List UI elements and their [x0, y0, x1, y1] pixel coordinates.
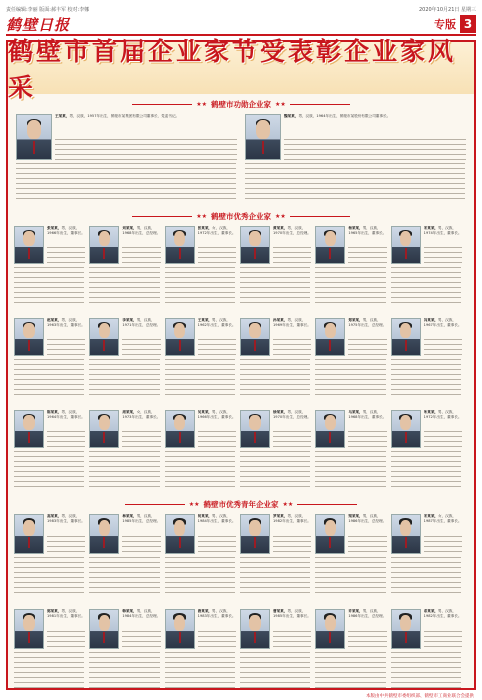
portrait-photo — [240, 226, 270, 264]
title-banner — [8, 37, 474, 102]
profile-body-text — [273, 339, 311, 356]
profile-name: 许某某， — [348, 609, 363, 613]
portrait-photo — [165, 514, 195, 554]
portrait-tie — [103, 432, 105, 443]
profile-intro: 女，汉族，1973年出生，董事长。 — [122, 410, 161, 420]
profile-body-text — [122, 536, 160, 554]
profile-bio — [198, 609, 236, 629]
profile-intro: 男，汉族，1972年出生，董事长。 — [423, 410, 462, 420]
profile-body-text — [198, 339, 236, 356]
profile-body-text — [14, 267, 84, 311]
profile-bio — [424, 410, 462, 429]
portrait-head — [400, 615, 411, 631]
profile-body-text — [273, 431, 311, 448]
profile-name: 韩某某， — [122, 609, 137, 613]
profile-bio — [348, 226, 386, 245]
profile-bio — [273, 410, 311, 429]
profile-name: 张某某， — [197, 226, 213, 230]
profile-name: 杨某某， — [348, 226, 363, 230]
profile-body-text — [273, 631, 311, 649]
profile-body-text — [348, 247, 386, 264]
star-icon: ★★ — [282, 500, 294, 508]
portrait-photo — [240, 410, 270, 448]
profile-body-text — [16, 163, 236, 203]
profile-body-text — [348, 431, 386, 448]
profile-body-text — [89, 359, 159, 403]
portrait-photo — [240, 609, 270, 649]
star-icon: ★★ — [275, 100, 286, 108]
portrait-tie — [179, 432, 181, 443]
profile-body-text — [348, 339, 386, 356]
portrait-tie — [179, 632, 181, 643]
portrait-photo — [14, 226, 44, 264]
portrait-head — [174, 615, 185, 631]
profile-body-text — [391, 359, 461, 403]
profile-intro: 男，汉族，1965年出生，董事长。 — [348, 226, 387, 236]
profile-bio — [47, 514, 85, 534]
profile-intro: 男，汉族，1968年出生，董事长。 — [348, 410, 387, 420]
portrait-tie — [405, 248, 407, 259]
profile-body-text — [424, 431, 462, 448]
portrait-head — [325, 520, 336, 536]
profile-body-text — [391, 451, 461, 495]
portrait-head — [400, 520, 411, 536]
portrait-tie — [179, 537, 181, 548]
profile-body-text — [89, 557, 159, 602]
profile-bio — [348, 609, 386, 629]
profile-name: 宋某某， — [423, 514, 439, 518]
portrait-head — [325, 615, 336, 631]
profile-bio — [424, 514, 462, 534]
portrait-head — [325, 231, 336, 246]
portrait-tie — [103, 340, 105, 351]
portrait-tie — [329, 632, 331, 643]
profile-body-text — [165, 557, 235, 602]
profile-body-text — [273, 247, 311, 264]
profile-body-text — [348, 631, 386, 649]
profile-body-text — [424, 631, 462, 649]
profile-intro: 男，汉族，1983年出生，董事长。 — [47, 514, 85, 524]
portrait-head — [99, 323, 110, 338]
portrait-photo — [391, 410, 421, 448]
profile-bio — [273, 226, 311, 245]
profile-bio — [273, 609, 311, 629]
profile-body-text — [424, 536, 462, 554]
profile-intro: 男，汉族，1983年出生，董事长。 — [197, 609, 236, 619]
portrait-tie — [329, 248, 331, 259]
section-heading-excellent — [8, 210, 474, 222]
portrait-photo — [165, 410, 195, 448]
portrait-photo — [315, 609, 345, 649]
profile-body-text — [55, 139, 237, 160]
profile-name: 梁某某， — [348, 514, 363, 518]
profile-intro: 男，汉族，1974年出生，董事长。 — [423, 226, 462, 236]
profile-body-text — [122, 431, 160, 448]
profile-bio — [198, 226, 236, 245]
section-title: 鹤壁市优秀企业家 — [211, 211, 271, 221]
profile-body-text — [245, 163, 465, 203]
profile-name: 孙某某， — [273, 318, 288, 322]
page-title: 鹤壁市首届企业家节受表彰企业家风采 — [8, 37, 457, 102]
portrait-head — [249, 231, 260, 246]
portrait-head — [99, 415, 110, 430]
profile-body-text — [47, 339, 85, 356]
portrait-head — [249, 323, 260, 338]
portrait-tie — [254, 340, 256, 351]
profile-bio — [47, 609, 85, 629]
profile-name: 郭某某， — [47, 609, 62, 613]
profile-body-text — [424, 247, 462, 264]
profile-body-text — [47, 536, 85, 554]
profile-name: 郑某某， — [348, 318, 363, 322]
profile-bio — [122, 410, 160, 429]
star-icon: ★★ — [196, 100, 207, 108]
portrait-photo — [165, 318, 195, 356]
portrait-tie — [262, 141, 265, 154]
profile-body-text — [348, 536, 386, 554]
portrait-head — [400, 231, 411, 246]
portrait-photo — [89, 318, 119, 356]
section-heading-merit — [8, 98, 474, 110]
profile-name: 罗某某， — [273, 514, 288, 518]
profile-body-text — [47, 431, 85, 448]
portrait-head — [23, 615, 34, 631]
profile-body-text — [122, 339, 160, 356]
portrait-photo — [391, 609, 421, 649]
portrait-photo — [16, 114, 52, 160]
portrait-tie — [254, 632, 256, 643]
profile-bio — [122, 318, 160, 337]
profile-body-text — [165, 359, 235, 403]
portrait-tie — [405, 632, 407, 643]
portrait-tie — [103, 632, 105, 643]
profile-bio — [424, 226, 462, 245]
profile-body-text — [122, 247, 160, 264]
profile-body-text — [122, 631, 160, 649]
profile-body-text — [47, 631, 85, 649]
profile-bio — [55, 114, 237, 137]
profile-name: 黄某某， — [273, 226, 288, 230]
profile-intro: 男，汉族，1981年出生，董事长。 — [47, 609, 85, 619]
portrait-head — [99, 231, 110, 246]
profile-name: 林某某， — [122, 514, 137, 518]
profile-body-text — [14, 451, 84, 495]
profile-intro: 男，汉族，1970年出生，总经理。 — [273, 226, 311, 236]
profile-intro: 男，汉族，1968年出生，总经理。 — [122, 226, 161, 236]
profile-name: 高某某， — [47, 514, 62, 518]
profile-body-text — [165, 652, 235, 697]
profile-name: 陈某某， — [47, 410, 62, 414]
portrait-tie — [405, 340, 407, 351]
star-icon: ★★ — [188, 500, 200, 508]
profile-name: 冯某某， — [423, 318, 439, 322]
profile-body-text — [165, 451, 235, 495]
divider — [297, 504, 357, 505]
portrait-tie — [28, 632, 30, 643]
profile-intro: 男，汉族，1962年出生，董事长。 — [197, 318, 236, 328]
portrait-tie — [254, 537, 256, 548]
profile-intro: 男，汉族，1984年出生，董事长。 — [197, 514, 236, 524]
portrait-head — [23, 415, 34, 430]
portrait-photo — [240, 514, 270, 554]
profile-intro: 女，汉族，1987年出生，董事长。 — [423, 514, 462, 524]
portrait-tie — [103, 537, 105, 548]
portrait-head — [400, 415, 411, 430]
portrait-tie — [28, 537, 30, 548]
section-title: 鹤壁市功勋企业家 — [211, 99, 271, 109]
profile-body-text — [14, 652, 84, 697]
portrait-photo — [315, 410, 345, 448]
profile-intro: 男，汉族，1986年出生，总经理。 — [348, 609, 387, 619]
portrait-photo — [240, 318, 270, 356]
profile-bio — [348, 318, 386, 337]
profile-intro: 男，汉族，1966年出生，董事长。 — [47, 226, 85, 236]
profile-intro: 男，汉族，1985年出生，总经理。 — [122, 514, 161, 524]
portrait-head — [249, 615, 260, 631]
portrait-photo — [391, 514, 421, 554]
divider — [290, 104, 350, 105]
portrait-head — [174, 415, 185, 430]
portrait-head — [174, 323, 185, 338]
profile-body-text — [391, 652, 461, 697]
section-label: 专版 — [434, 18, 456, 31]
profile-body-text — [424, 339, 462, 356]
issue-date: 2020年10月21日 星期三 — [418, 6, 476, 13]
profile-intro: 男，汉族，1971年出生，总经理。 — [122, 318, 161, 328]
portrait-tie — [28, 340, 30, 351]
profile-body-text — [391, 557, 461, 602]
profile-name: 邓某某， — [423, 609, 439, 613]
portrait-tie — [329, 340, 331, 351]
profile-name: 李某某， — [122, 318, 137, 322]
portrait-photo — [165, 226, 195, 264]
profile-name: 马某某， — [348, 410, 363, 414]
profile-body-text — [240, 557, 310, 602]
portrait-head — [23, 231, 34, 246]
profile-name: 徐某某， — [273, 410, 288, 414]
profile-body-text — [240, 267, 310, 311]
profile-name: 曹某某， — [273, 609, 288, 613]
profile-intro: 男，汉族，1982年出生，董事长。 — [273, 514, 311, 524]
profile-bio — [122, 514, 160, 534]
portrait-photo — [315, 318, 345, 356]
portrait-head — [400, 323, 411, 338]
portrait-photo — [89, 226, 119, 264]
divider — [132, 216, 192, 217]
page-header-info — [6, 4, 476, 14]
newspaper-logo: 鹤壁日报 — [6, 15, 71, 34]
profile-body-text — [391, 267, 461, 311]
editor-credits: 责任编辑:李丽 版面:郝丰军 校对:李娜 — [6, 6, 90, 13]
profile-body-text — [47, 247, 85, 264]
portrait-tie — [28, 248, 30, 259]
profile-body-text — [315, 557, 385, 602]
profile-intro: 男，汉族，1969年出生，董事长。 — [273, 318, 311, 328]
portrait-photo — [89, 514, 119, 554]
profile-body-text — [240, 652, 310, 697]
portrait-photo — [89, 609, 119, 649]
portrait-head — [23, 323, 34, 338]
portrait-tie — [103, 248, 105, 259]
profile-body-text — [89, 451, 159, 495]
divider — [125, 504, 185, 505]
profile-name: 吴某某， — [197, 410, 213, 414]
profile-intro: 男，汉族，1964年出生，鹤壁市某股份有限公司董事长。 — [298, 114, 391, 118]
profile-body-text — [315, 652, 385, 697]
profile-intro: 男，汉族，1957年出生，鹤壁市某集团有限公司董事长、党委书记。 — [69, 114, 180, 118]
portrait-tie — [405, 537, 407, 548]
profile-bio — [47, 410, 85, 429]
profile-name: 赵某某， — [47, 318, 62, 322]
profile-bio — [424, 609, 462, 629]
profile-body-text — [284, 139, 466, 160]
profile-intro: 女，汉族，1972年出生，董事长。 — [197, 226, 236, 236]
profile-bio — [424, 318, 462, 337]
footer-note: 本版由中共鹤壁市委组织部、鹤壁市工商业联合会提供 — [366, 694, 474, 699]
section-heading-youth — [8, 498, 474, 510]
profile-name: 王某某， — [55, 114, 70, 118]
profile-bio — [47, 318, 85, 337]
profile-bio — [284, 114, 466, 137]
portrait-head — [23, 520, 34, 536]
profile-intro: 男，汉族，1982年出生，董事长。 — [423, 609, 462, 619]
profile-intro: 男，汉族，1964年出生，董事长。 — [47, 410, 85, 420]
profile-body-text — [14, 557, 84, 602]
profile-body-text — [240, 359, 310, 403]
profile-body-text — [89, 652, 159, 697]
profile-intro: 男，汉族，1984年出生，总经理。 — [122, 609, 161, 619]
profile-bio — [198, 318, 236, 337]
portrait-photo — [315, 226, 345, 264]
profile-name: 魏某某， — [284, 114, 299, 118]
divider — [290, 216, 350, 217]
portrait-head — [249, 415, 260, 430]
profile-bio — [47, 226, 85, 245]
profile-name: 张某某， — [47, 226, 62, 230]
profile-name: 宋某某， — [423, 226, 439, 230]
portrait-tie — [329, 537, 331, 548]
profile-name: 唐某某， — [197, 609, 213, 613]
profile-body-text — [198, 247, 236, 264]
portrait-head — [256, 120, 270, 138]
portrait-head — [249, 520, 260, 536]
profile-body-text — [14, 359, 84, 403]
star-icon: ★★ — [275, 212, 286, 220]
profile-intro: 男，汉族，1963年出生，董事长。 — [47, 318, 85, 328]
portrait-head — [174, 231, 185, 246]
section-title: 鹤壁市优秀青年企业家 — [203, 499, 279, 509]
profile-bio — [348, 514, 386, 534]
portrait-tie — [179, 340, 181, 351]
portrait-tie — [254, 248, 256, 259]
profile-name: 王某某， — [197, 318, 213, 322]
profile-body-text — [315, 359, 385, 403]
profile-name: 刘某某， — [122, 226, 137, 230]
portrait-tie — [405, 432, 407, 443]
portrait-photo — [165, 609, 195, 649]
portrait-head — [99, 520, 110, 536]
profile-body-text — [315, 267, 385, 311]
portrait-photo — [245, 114, 281, 160]
profile-bio — [273, 514, 311, 534]
profile-bio — [198, 410, 236, 429]
profile-intro: 男，汉族，1970年出生，总经理。 — [273, 410, 311, 420]
profile-bio — [122, 226, 160, 245]
profile-name: 何某某， — [197, 514, 213, 518]
portrait-photo — [391, 226, 421, 264]
page-number: 3 — [460, 15, 476, 33]
profile-name: 朱某某， — [423, 410, 439, 414]
profile-body-text — [198, 431, 236, 448]
portrait-head — [99, 615, 110, 631]
portrait-photo — [14, 609, 44, 649]
profile-intro: 男，汉族，1986年出生，总经理。 — [348, 514, 387, 524]
section-marker — [434, 15, 476, 33]
portrait-head — [325, 415, 336, 430]
profile-body-text — [198, 536, 236, 554]
feature-frame — [6, 37, 476, 690]
profile-bio — [348, 410, 386, 429]
profile-intro: 男，汉族，1985年出生，董事长。 — [273, 609, 311, 619]
portrait-head — [27, 120, 41, 138]
portrait-photo — [89, 410, 119, 448]
profile-intro: 男，汉族，1975年出生，总经理。 — [348, 318, 387, 328]
portrait-tie — [254, 432, 256, 443]
profile-bio — [122, 609, 160, 629]
profile-bio — [198, 514, 236, 534]
divider — [132, 104, 192, 105]
portrait-tie — [179, 248, 181, 259]
profile-body-text — [165, 267, 235, 311]
profile-bio — [273, 318, 311, 337]
portrait-photo — [391, 318, 421, 356]
portrait-head — [174, 520, 185, 536]
portrait-head — [325, 323, 336, 338]
portrait-tie — [28, 432, 30, 443]
portrait-photo — [315, 514, 345, 554]
profile-intro: 男，汉族，1966年出生，董事长。 — [197, 410, 236, 420]
portrait-photo — [14, 514, 44, 554]
profile-body-text — [89, 267, 159, 311]
portrait-photo — [14, 410, 44, 448]
profile-name: 周某某， — [122, 410, 137, 414]
profile-body-text — [198, 631, 236, 649]
portrait-tie — [33, 141, 36, 154]
portrait-tie — [329, 432, 331, 443]
profile-body-text — [315, 451, 385, 495]
profile-body-text — [240, 451, 310, 495]
star-icon: ★★ — [196, 212, 207, 220]
portrait-photo — [14, 318, 44, 356]
profile-body-text — [273, 536, 311, 554]
profile-intro: 男，汉族，1967年出生，董事长。 — [423, 318, 462, 328]
